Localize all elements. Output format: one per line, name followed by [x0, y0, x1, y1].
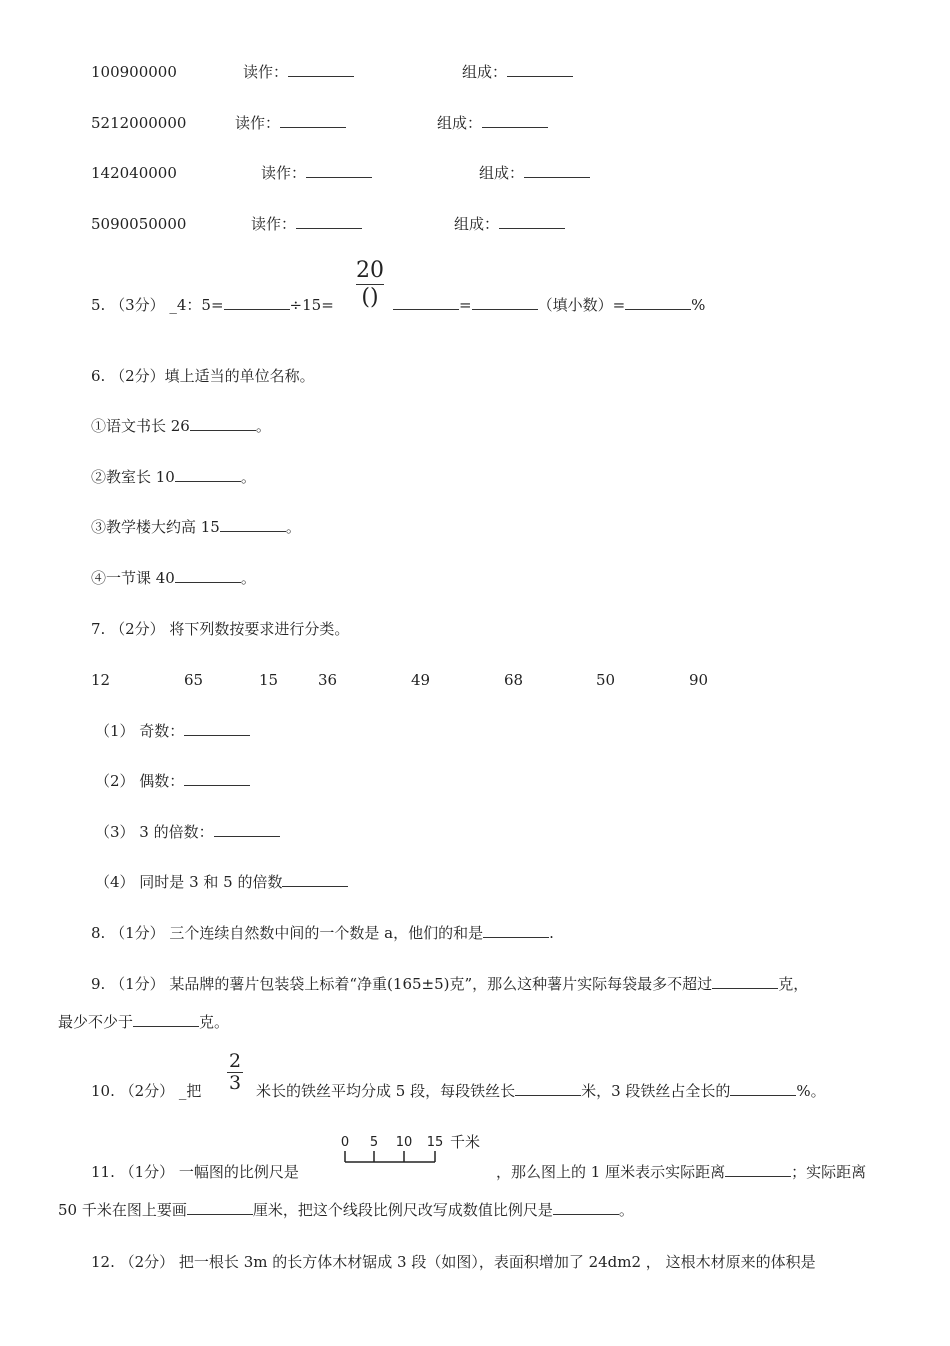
blank[interactable]	[483, 923, 549, 938]
scale-tick-label: 15	[426, 1135, 444, 1150]
blank[interactable]	[725, 1162, 791, 1177]
number: 5212000000	[91, 114, 187, 132]
blank[interactable]	[393, 295, 459, 310]
blank[interactable]	[482, 113, 548, 128]
q11-line-a: 11. （1分） 一幅图的比例尺是	[91, 1163, 299, 1181]
q10-line-a: 10. （2分） _把	[91, 1082, 202, 1100]
q7-title: 7. （2分） 将下列数按要求进行分类。	[91, 620, 350, 638]
q7-item-1: （1） 奇数：	[95, 721, 250, 741]
q7-number: 90	[689, 671, 709, 689]
number: 5090050000	[91, 215, 187, 233]
q4-row-4-read: 读作：	[251, 214, 362, 234]
blank[interactable]	[220, 517, 286, 532]
blank[interactable]	[190, 416, 256, 431]
scale-tick-label: 10	[395, 1135, 413, 1150]
blank[interactable]	[175, 568, 241, 583]
blank[interactable]	[280, 113, 346, 128]
fraction-denominator: 3	[228, 1072, 242, 1094]
number: 100900000	[91, 63, 177, 81]
q4-row-2-compose: 组成：	[437, 113, 548, 133]
q10-line-b: 米长的铁丝平均分成 5 段，每段铁丝长 米，3 段铁丝占全长的 %。	[256, 1082, 826, 1100]
blank[interactable]	[184, 721, 250, 736]
q4-row-2	[91, 113, 186, 133]
q11-line-b: ，那么图上的 1 厘米表示实际距离 ；实际距离	[496, 1163, 867, 1181]
blank[interactable]	[553, 1200, 619, 1215]
scale-unit: 千米	[450, 1133, 481, 1151]
fraction-numerator: 2	[228, 1050, 242, 1072]
q5-line: 5. （3分） _4：5= ÷15=	[91, 296, 334, 314]
blank[interactable]	[175, 467, 241, 482]
q9-line-1: 9. （1分） 某品牌的薯片包装袋上标着“净重(165±5)克”，那么这种薯片实际每袋最多不超过 克，	[91, 975, 809, 993]
q7-number: 50	[596, 671, 616, 689]
blank[interactable]	[499, 214, 565, 229]
fraction-denominator: ()	[361, 285, 379, 310]
q6-item-1: ①语文书长 26 。	[91, 417, 271, 435]
q4-row-1-compose: 组成：	[462, 62, 573, 82]
blank[interactable]	[288, 62, 354, 77]
blank[interactable]	[730, 1081, 796, 1096]
blank[interactable]	[224, 295, 290, 310]
q4-row-4-compose: 组成：	[454, 214, 565, 234]
blank[interactable]	[187, 1200, 253, 1215]
q7-number: 36	[318, 671, 338, 689]
q11-line-2: 50 千米在图上要画 厘米，把这个线段比例尺改写成数值比例尺是 。	[58, 1201, 634, 1219]
q4-row-1	[91, 62, 177, 82]
q4-row-1-read: 读作：	[243, 62, 354, 82]
q5-fraction	[356, 259, 384, 310]
fraction-numerator: 20	[356, 258, 384, 283]
q8-line: 8. （1分） 三个连续自然数中间的一个数是 a，他们的和是 .	[91, 924, 554, 942]
q7-number: 68	[504, 671, 524, 689]
line-scale-figure	[336, 1132, 492, 1168]
blank[interactable]	[306, 163, 372, 178]
q4-row-2-read: 读作：	[235, 113, 346, 133]
q4-row-3-compose: 组成：	[479, 163, 590, 183]
q6-item-4: ④一节课 40 。	[91, 569, 256, 587]
blank[interactable]	[184, 771, 250, 786]
q7-item-3: （3） 3 的倍数：	[95, 822, 280, 842]
q4-row-4	[91, 214, 186, 234]
q7-item-2: （2） 偶数：	[95, 771, 250, 791]
blank[interactable]	[625, 295, 691, 310]
q6-item-3: ③教学楼大约高 15 。	[91, 518, 301, 536]
q4-row-3-read: 读作：	[261, 163, 372, 183]
blank[interactable]	[472, 295, 538, 310]
q6-title: 6. （2分）填上适当的单位名称。	[91, 367, 315, 385]
blank[interactable]	[214, 822, 280, 837]
blank[interactable]	[712, 974, 778, 989]
q9-line-2: 最少不少于 克。	[58, 1013, 230, 1031]
blank[interactable]	[524, 163, 590, 178]
scale-tick-label: 0	[340, 1135, 350, 1150]
blank[interactable]	[282, 872, 348, 887]
blank[interactable]	[296, 214, 362, 229]
q7-number: 65	[184, 671, 204, 689]
q5-line-rest: = （填小数）= %	[393, 295, 705, 315]
blank[interactable]	[507, 62, 573, 77]
number: 142040000	[91, 164, 177, 182]
q7-number: 15	[259, 671, 279, 689]
q7-number: 49	[411, 671, 431, 689]
q12-line: 12. （2分） 把一根长 3m 的长方体木材锯成 3 段（如图），表面积增加了 24dm2 ， 这根木材原来的体积是	[91, 1253, 816, 1271]
q4-row-3	[91, 163, 177, 183]
q10-fraction	[227, 1052, 243, 1093]
blank[interactable]	[133, 1012, 199, 1027]
scale-tick-label: 5	[369, 1135, 379, 1150]
blank[interactable]	[515, 1081, 581, 1096]
q7-number: 12	[91, 671, 111, 689]
q7-item-4: （4） 同时是 3 和 5 的倍数	[95, 872, 348, 892]
q6-item-2: ②教室长 10 。	[91, 468, 256, 486]
